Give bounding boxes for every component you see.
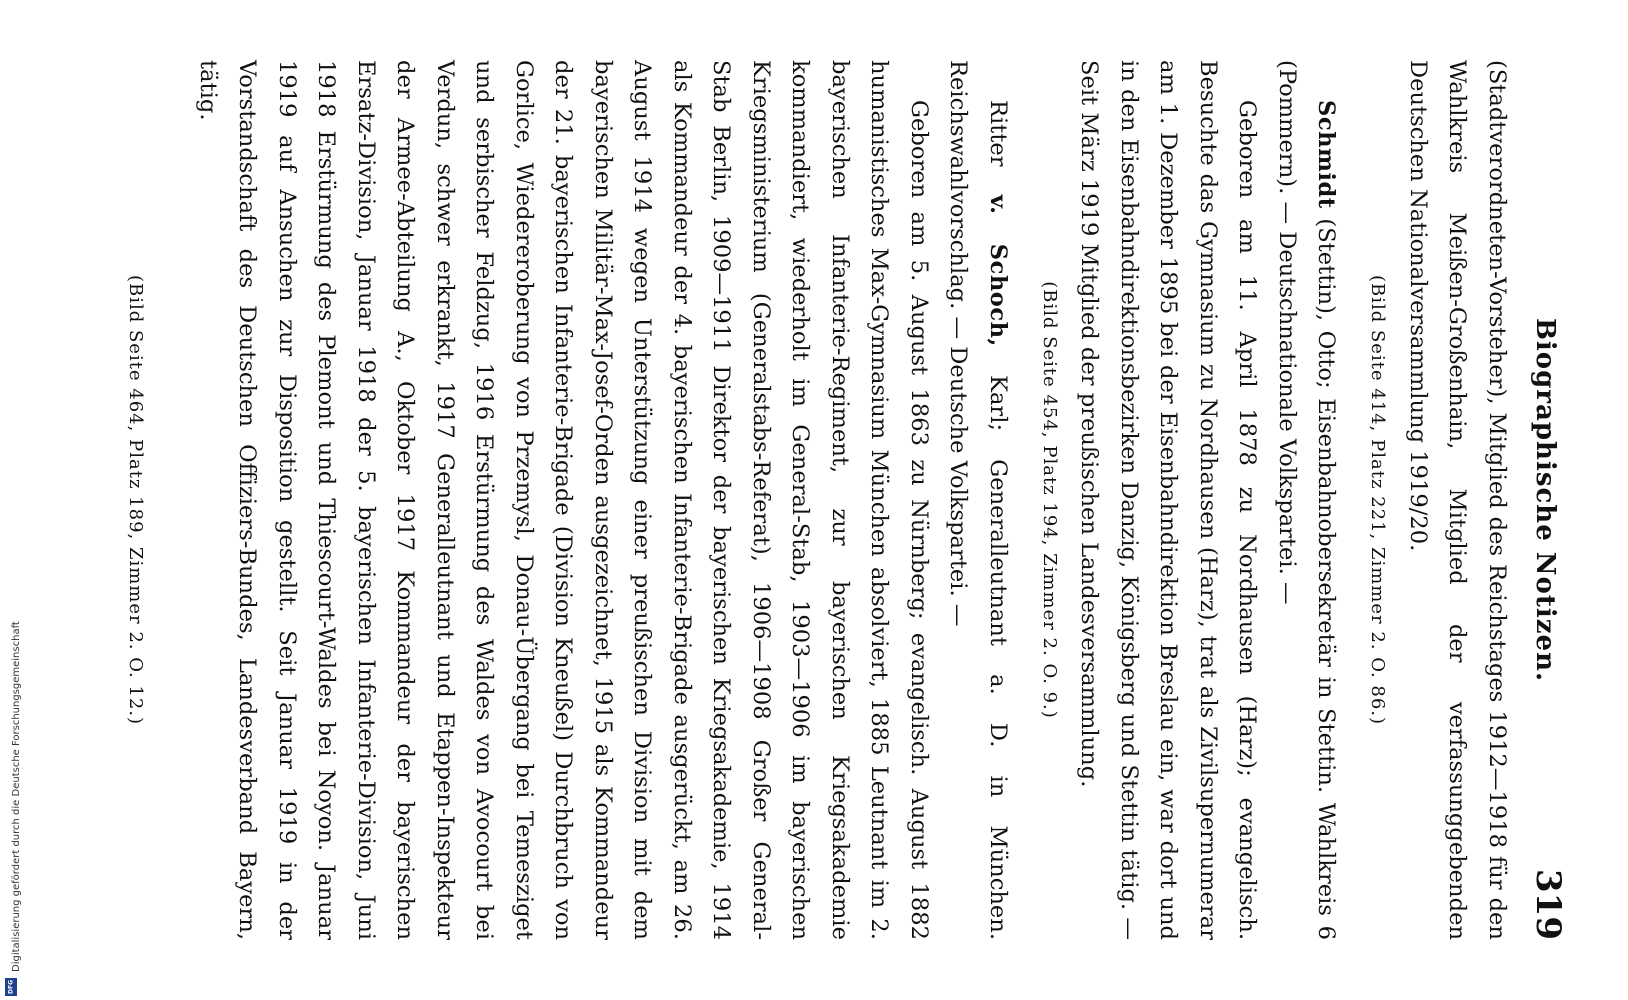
entry-name: Schmidt: [1313, 100, 1340, 209]
digitization-footer: [0, 0, 22, 1000]
entry-reference: (Bild Seite 454, Platz 194, Zimmer 2. O. 9.): [1039, 281, 1060, 719]
entry-heading: [1267, 60, 1346, 940]
page-content: [104, 60, 1569, 940]
page-number: 319: [1528, 869, 1568, 940]
entry-heading: [938, 60, 1017, 940]
biography-entry-schmidt: [1031, 60, 1346, 940]
entry-body: Geboren am 5. August 1863 zu Nürnberg; evangelisch. August 1882 humanistisches Max-Gymnasium München absolviert, 1885 Leutnant im 2. bayerischen Infanterie-Regiment, zur bayerischen Kriegsakademie kommandiert, wiederholt im General-Stab, 1903—1906 im bayerischen Kriegsministerium (Generalstabs-Referat), 1906—1908 Großer General-Stab Berlin, 1909—1911 Direktor der bayerischen Kriegsakademie, 1914 als Kommandeur der 4. bayerischen Infanterie-Brigade ausgerückt, am 26. August 1914 wegen Unterstützung einer preußischen Division mit dem bayerischen Militär-Max-Josef-Orden ausgezeichnet, 1915 als Kommandeur der 21. bayerischen Infanterie-Brigade (Division Kneußel) Durchbruch von Gorlice, Wiedereroberung von Przemysl, Donau-Übergang bei Temesziget und serbischer Feldzug, 1916 Erstürmung des Waldes von Avocourt bei Verdun, schwer erkrankt, 1917 Generalleutnant und Etappen-Inspekteur der Armee-Abteilung A., Oktober 1917 Kommandeur der bayerischen Ersatz-Division, Januar 1918 der 5. bayerischen Infanterie-Division, Juni 1918 Erstürmung des Plemont und Thiescourt-Waldes bei Noyon. Januar 1919 auf Ansuchen zur Disposition gestellt. Seit Januar 1919 in der Vorstandschaft des Deutschen Offiziers-Bundes, Landesverband Bayern, tätig.: [195, 60, 932, 940]
running-title: Biographische Notizen.: [1530, 317, 1560, 683]
entry-intro: (Stettin), Otto; Eisenbahnobersekretär in Stettin. Wahlkreis 6 (Pommern). — Deutschnationale Volkspartei. —: [1274, 60, 1340, 940]
entry-body: Geboren am 11. April 1878 zu Nordhausen (Harz); evangelisch. Besuchte das Gymnasium zu Nordhausen (Harz), trat als Zivilsupernumerar am 1. Dezember 1895 bei der Eisenbahndirektion Breslau ein, war dort und in den Eisenbahndirektionsbezirken Danzig, Königsberg und Stettin tätig. — Seit März 1919 Mitglied der preußischen Landesversammlung.: [1076, 60, 1261, 940]
continued-entry-text: (Stadtverordneten-Vorsteher), Mitglied des Reichstages 1912—1918 für den Wahlkreis Meißen-Großenhain, Mitglied der verfassunggebenden Deutschen Nationalversammlung 1919/20.: [1405, 60, 1510, 940]
entry-reference: (Bild Seite 464, Platz 189, Zimmer 2. O. 12.): [125, 274, 147, 726]
entry-intro: Karl; Generalleutnant a. D. in München. Reichswahlvorschlag. — Deutsche Volkspartei. —: [945, 60, 1011, 941]
digitization-note: Digitalisierung gefördert durch die Deutsche Forschungsgemeinschaft: [11, 621, 22, 972]
continued-entry-reference: (Bild Seite 414, Platz 221, Zimmer 2. O. 86.): [1367, 274, 1389, 726]
dfg-logo-icon: DFG: [5, 978, 17, 996]
entry-name: v. Schoch,: [985, 194, 1011, 347]
entry-prefix: Ritter: [985, 100, 1011, 195]
biography-entry-schoch: [118, 60, 1018, 940]
page-header: [1516, 60, 1568, 940]
